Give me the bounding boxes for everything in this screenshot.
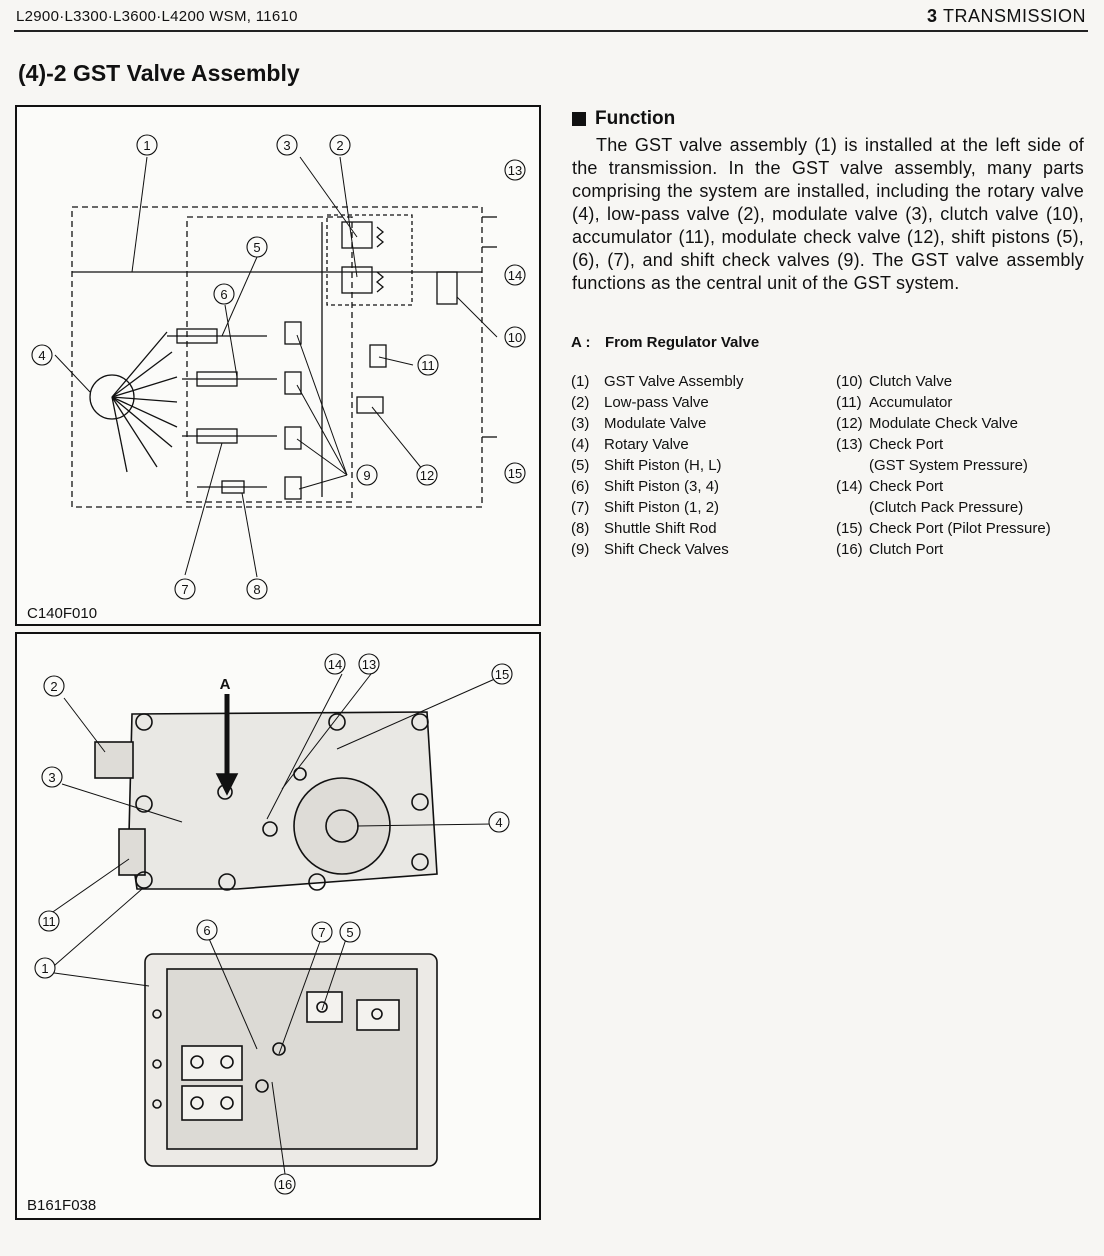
legend-item: (11) Accumulator: [836, 394, 953, 411]
legend-item-continuation: (GST System Pressure): [869, 457, 1028, 474]
shift-check-valves: [285, 322, 301, 499]
legend-item: (15) Check Port (Pilot Pressure): [836, 520, 1051, 537]
assembly-photo-figure: [15, 632, 541, 1220]
callout-9: 9: [363, 468, 371, 483]
photo-callout-15: 15: [494, 667, 510, 682]
page-title: (4)-2 GST Valve Assembly: [18, 60, 300, 86]
legend-right: [836, 371, 1091, 560]
legend-item: (13) Check Port: [836, 436, 944, 453]
legend-item: (14) Check Port: [836, 478, 944, 495]
legend-item: (4) Rotary Valve: [571, 436, 689, 453]
photo-callout-11: 11: [42, 914, 56, 929]
legend-item: (7) Shift Piston (1, 2): [571, 499, 720, 516]
function-heading: [572, 108, 675, 130]
low-pass-valve-body: [95, 742, 133, 778]
callout-12: 12: [419, 468, 435, 483]
header-rule: [14, 30, 1088, 32]
callout-6: 6: [220, 287, 228, 302]
legend-item-continuation: (Clutch Pack Pressure): [869, 499, 1024, 516]
note-a-label: A :: [571, 334, 591, 351]
schematic-figure: [15, 105, 541, 626]
legend-item: (9) Shift Check Valves: [571, 541, 729, 558]
photo-callout-2: 2: [50, 679, 58, 694]
legend-item: (12) Modulate Check Valve: [836, 415, 1018, 432]
function-paragraph: [572, 134, 1084, 295]
header-models: L2900·L3300·L3600·L4200 WSM, 11610: [16, 8, 298, 25]
assembly-photo: [17, 634, 539, 1218]
callout-10: 10: [507, 330, 523, 345]
callout-5: 5: [253, 240, 261, 255]
callout-14: 14: [507, 268, 523, 283]
photo-callout-16: 16: [277, 1177, 293, 1192]
callout-15: 15: [507, 466, 523, 481]
function-paragraph-text: The GST valve assembly (1) is installed at the left side of the transmission. In the GST valve assembly, many parts comprising the system are installed, including the rotary valve (4), low-pass valve (2), modulate valve (3), clutch valve (10), accumulator (11), modulate check valve (12), shift pistons (5), (6), (7), and shift check valves (9). The GST valve assembly functions as the central unit of the GST system.: [572, 135, 1084, 293]
photo-callout-14: 14: [327, 657, 343, 672]
photo-callout-1: 1: [41, 961, 49, 976]
header-section: [927, 6, 1086, 27]
callout-11: 11: [421, 358, 435, 373]
callout-3: 3: [283, 138, 291, 153]
photo-callout-4: 4: [495, 815, 503, 830]
note-a-text: From Regulator Valve: [605, 334, 760, 351]
figure-code-top: C140F010: [27, 605, 98, 622]
legend-item: (6) Shift Piston (3, 4): [571, 478, 720, 495]
figure-code-bottom: B161F038: [27, 1197, 97, 1214]
heading-bullet-icon: [572, 112, 586, 126]
modulate-low-pass-valves: [327, 215, 412, 305]
callout-7: 7: [181, 582, 189, 597]
check-ports: [482, 217, 497, 437]
callout-13: 13: [507, 163, 523, 178]
clutch-valve-symbol: [437, 272, 457, 304]
photo-callout-6: 6: [203, 923, 211, 938]
photo-callout-3: 3: [48, 770, 56, 785]
accumulator-body: [119, 829, 145, 875]
legend-item: (1) GST Valve Assembly: [571, 373, 744, 390]
callout-1: 1: [143, 138, 151, 153]
legend-left: [571, 371, 831, 560]
function-heading-text: Function: [595, 108, 676, 129]
photo-callout-5: 5: [346, 925, 354, 940]
legend-item: (3) Modulate Valve: [571, 415, 707, 432]
rotary-valve-ports: [112, 332, 177, 472]
legend-item: (10) Clutch Valve: [836, 373, 953, 390]
schematic-drawing: [17, 107, 539, 624]
note-a: [571, 334, 759, 351]
modulate-check-symbol: [357, 397, 383, 413]
shift-pistons: [167, 329, 277, 493]
photo-callout-13: 13: [361, 657, 377, 672]
legend-item: (2) Low-pass Valve: [571, 394, 709, 411]
photo-callout-7: 7: [318, 925, 326, 940]
section-name: TRANSMISSION: [942, 6, 1086, 26]
callout-circles: [32, 135, 525, 599]
section-number: 3: [926, 6, 938, 26]
legend-item: (8) Shuttle Shift Rod: [571, 520, 717, 537]
callout-2: 2: [336, 138, 344, 153]
valve-body-upper: [129, 712, 437, 889]
valve-block-boundary: [187, 217, 352, 502]
callout-numbers: [38, 138, 522, 597]
callout-4: 4: [38, 348, 46, 363]
accumulator-symbol: [370, 345, 386, 367]
legend-item: (16) Clutch Port: [836, 541, 944, 558]
legend-item: (5) Shift Piston (H, L): [571, 457, 722, 474]
arrow-a-label: A: [219, 676, 231, 693]
assembly-boundary: [72, 207, 482, 507]
callout-8: 8: [253, 582, 261, 597]
